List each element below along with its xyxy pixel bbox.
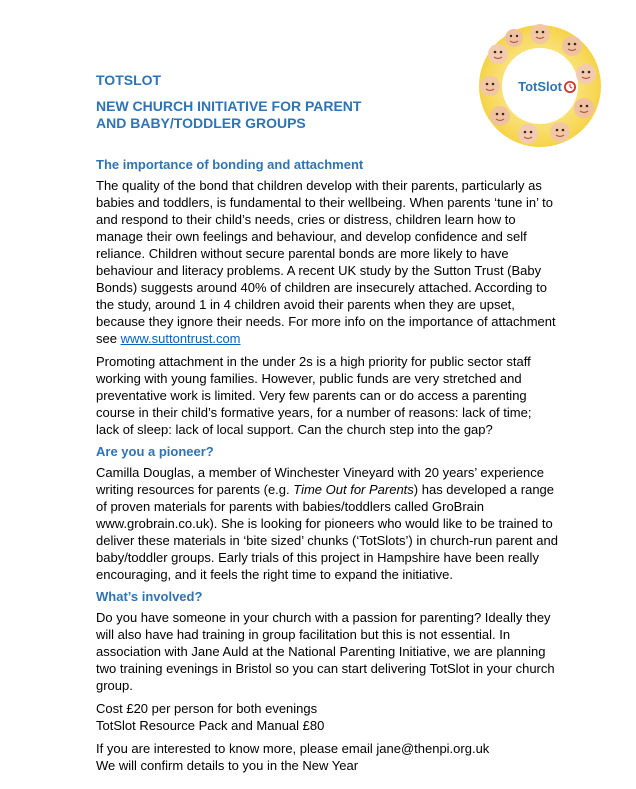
section-heading-involved: What’s involved?: [96, 589, 203, 604]
bonding-paragraph-1-text: The quality of the bond that children develop with their parents, particularly as babies and toddlers, is fundamental to their wellbeing. When parents ‘tune in’ to and respond to their child’s needs, cries or distress, children learn how to manage their own feelings and behaviour, and develop confidence and self reliance. Children without secure parental bonds are more likely to have behaviour and literacy problems. A recent UK study by the Sutton Trust (Baby Bonds) suggests around 40% of children are insecurely attached. According to the study, around 1 in 4 children avoid their parents when they are upset, because they ignore their needs. For more info on the importance of attachment see: [96, 178, 556, 346]
section-heading-pioneer: Are you a pioneer?: [96, 444, 214, 459]
pioneer-paragraph-1: [96, 464, 558, 583]
bonding-paragraph-2: Promoting attachment in the under 2s is a high priority for public sector staff working with young families. However, public funds are very stretched and preventative work is limited. Very few parents can or do access a parenting course in their child’s formative years, for a number of reasons: lack of time; lack of sleep: lack of local support. Can the church step into the gap?: [96, 354, 532, 437]
involved-paragraph-1: Do you have someone in your church with a passion for parenting? Ideally they will also have had training in group facilitation but this is not essential. In association with Jane Auld at the National Parenting Initiative, we are planning two training evenings in Bristol so you can start delivering TotSlot in your church group.: [96, 610, 555, 693]
logo-text: TotSlot: [518, 79, 562, 94]
bonding-paragraph-1: [96, 177, 558, 347]
document-title: TOTSLOT: [96, 72, 162, 88]
time-out-for-parents-title: Time Out for Parents: [293, 482, 414, 497]
pioneer-paragraph-1-after: ) has developed a range of proven materials for parents with babies/toddlers called GroBrain www.grobrain.co.uk). She is looking for pioneers who would like to be trained to deliver these materials in ‘bite sized’ chunks (‘TotSlots’) in church-run parent and baby/toddler groups. Early trials of this project in Hampshire have been really encouraging, and it feels the right time to expand the initiative.: [96, 482, 558, 582]
document-header: [96, 72, 456, 132]
section-heading-bonding: The importance of bonding and attachment: [96, 157, 364, 172]
document-body: [96, 156, 558, 780]
suttontrust-link[interactable]: www.suttontrust.com: [120, 331, 241, 346]
cost-line-resource-pack: TotSlot Resource Pack and Manual £80: [96, 718, 325, 733]
document-subtitle: NEW CHURCH INITIATIVE FOR PARENT AND BABY/TODDLER GROUPS: [96, 98, 362, 131]
pioneer-paragraph-1-before: Camilla Douglas, a member of Winchester Vineyard with 20 years’ experience writing resources for parents (e.g.: [96, 465, 544, 497]
contact-line-email: If you are interested to know more, please email jane@thenpi.org.uk: [96, 741, 490, 756]
clock-icon: [564, 81, 576, 93]
contact-block: [96, 740, 558, 774]
totslot-logo: [478, 24, 602, 148]
cost-block: [96, 700, 558, 734]
cost-line-evenings: Cost £20 per person for both evenings: [96, 701, 318, 716]
contact-line-confirm: We will confirm details to you in the New Year: [96, 758, 359, 773]
